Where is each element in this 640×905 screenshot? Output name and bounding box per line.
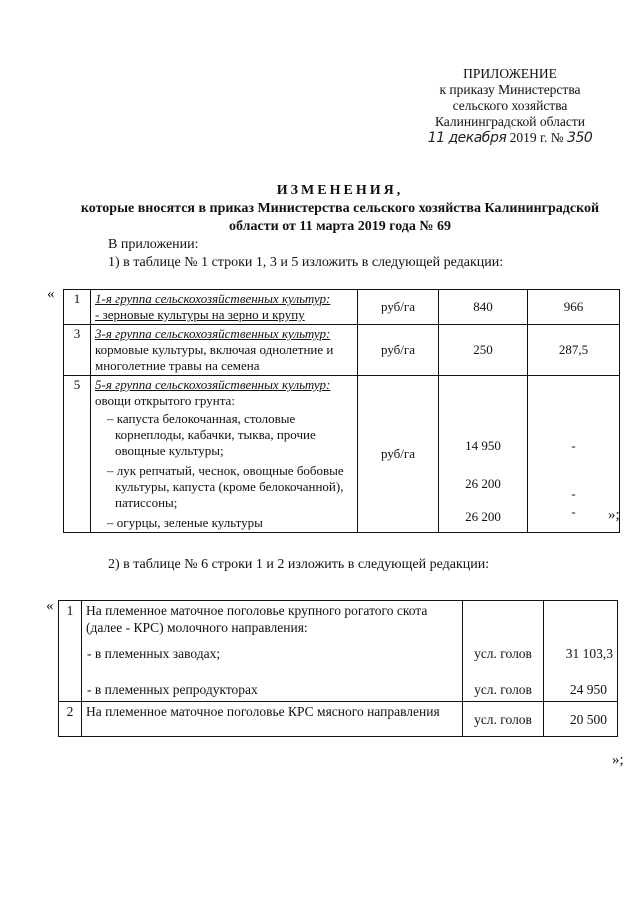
title-heading: ИЗМЕНЕНИЯ, [276,183,404,198]
group-title: 5-я группа сельскохозяйственных культур: [95,377,331,392]
value-b: 26 200 [465,476,501,491]
open-quote: « [47,286,55,302]
value-a: 14 950 [465,438,501,453]
crop-groups-table [63,289,620,533]
sub-item: - в племенных репродукторах [87,682,258,697]
date-suffix: 2019 г. № [509,130,564,145]
row-description [91,290,358,325]
row-description [91,376,358,533]
table-row [64,325,620,376]
value-cell [528,376,620,533]
group-desc: овощи открытого грунта: [95,393,235,408]
row-text: На племенное маточное поголовье крупного рогатого скота (далее - КРС) молочного направления: [86,603,428,635]
table-row [59,702,618,737]
sub-item: – огурцы, зеленые культуры [107,515,263,530]
value-cell [439,376,528,533]
sub-item: – лук репчатый, чеснок, овощные бобовые культуры, капуста (кроме белокочанной), патиссоны; [107,463,344,510]
table-row [59,601,618,702]
value-cell: 966 [528,290,620,325]
value-cell: 250 [439,325,528,376]
value-cell [544,601,618,702]
value-cell: 20 500 [544,702,618,737]
title-line: области от 11 марта 2019 года № 69 [229,219,451,234]
value-b: 24 950 [569,682,607,697]
livestock-table [58,600,618,737]
handwritten-date: 11 декабря [427,130,507,146]
handwritten-number: 350 [567,130,593,146]
open-quote: « [46,598,54,614]
row-description [82,601,463,702]
value-c: 26 200 [465,509,501,524]
header-line: Калининградской области [434,114,586,129]
close-quote: »; [608,507,620,523]
intro-text: В приложении: [108,237,199,252]
unit-cell: руб/га [358,376,439,533]
header-date-line [400,130,620,146]
value-b: - [571,486,576,501]
item2-text: 2) в таблице № 6 строки 1 и 2 изложить в следующей редакции: [108,557,490,572]
header-line: к приказу Министерства [439,82,581,97]
unit-cell: руб/га [358,325,439,376]
title-line: которые вносятся в приказ Министерства сельского хозяйства Калининградской [80,201,600,216]
sub-item: - в племенных заводах; [87,646,221,661]
value-a: - [571,438,576,453]
header-line: ПРИЛОЖЕНИЕ [463,66,557,81]
group-title: 1-я группа сельскохозяйственных культур: [95,291,331,306]
document-title [60,182,620,236]
value-cell: 287,5 [528,325,620,376]
unit-cell: усл. голов [463,702,544,737]
sub-item: – капуста белокочанная, столовые корнеплоды, кабачки, тыква, прочие овощные культуры; [107,411,316,458]
row-description [91,325,358,376]
row-number: 1 [64,290,91,325]
row-number: 5 [64,376,91,533]
close-quote: »; [612,752,624,768]
unit-cell: руб/га [358,290,439,325]
item1-text: 1) в таблице № 1 строки 1, 3 и 5 изложить в следующей редакции: [108,255,504,270]
value-c: - [571,504,576,519]
value-cell: 840 [439,290,528,325]
table-row [64,376,620,533]
row-number: 1 [59,601,82,702]
group-title: 3-я группа сельскохозяйственных культур: [95,326,331,341]
group-desc: - зерновые культуры на зерно и крупу [95,307,305,322]
row-description: На племенное маточное поголовье КРС мясного направления [82,702,463,737]
row-number: 3 [64,325,91,376]
unit-a: усл. голов [474,646,532,661]
appendix-header [400,66,620,146]
unit-b: усл. голов [474,682,532,697]
table-row [64,290,620,325]
value-a: 31 103,3 [565,646,613,661]
header-line: сельского хозяйства [452,98,568,113]
group-desc: кормовые культуры, включая однолетние и многолетние травы на семена [95,342,334,373]
unit-cell [463,601,544,702]
row-number: 2 [59,702,82,737]
